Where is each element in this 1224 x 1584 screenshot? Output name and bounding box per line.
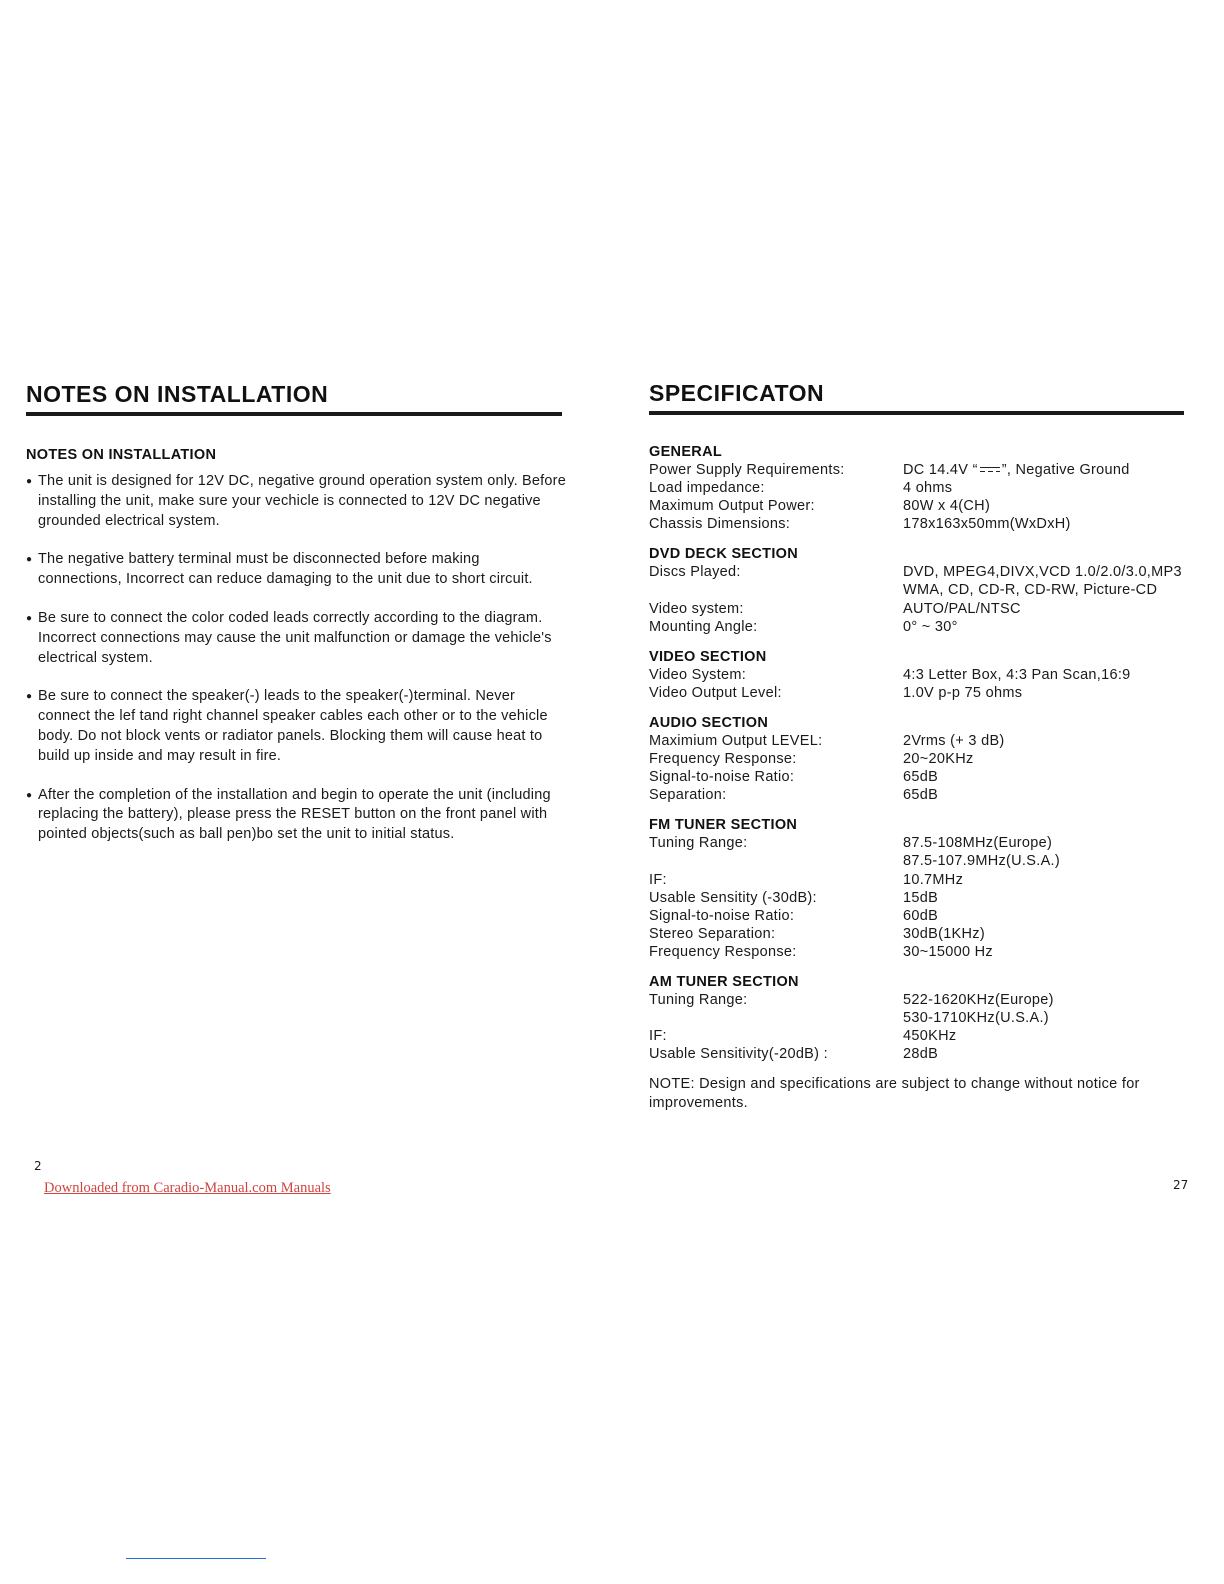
spec-value: 4 ohms xyxy=(903,480,953,497)
spec-value: DVD, MPEG4,DIVX,VCD 1.0/2.0/3.0,MP3 WMA, CD, CD-R, CD-RW, Picture-CD xyxy=(903,564,1182,599)
right-title-rule xyxy=(649,411,1184,415)
spec-label: Power Supply Requirements: xyxy=(649,462,845,478)
spec-row xyxy=(649,666,1194,684)
spec-row xyxy=(649,497,1194,515)
note-item xyxy=(26,687,566,766)
spec-label: IF: xyxy=(649,871,667,888)
left-page-title: NOTES ON INSTALLATION xyxy=(26,381,329,407)
spec-value: 65dB xyxy=(903,769,939,786)
dc-symbol-icon xyxy=(978,465,1002,475)
spec-value: 4:3 Letter Box, 4:3 Pan Scan,16:9 xyxy=(903,666,1131,683)
spec-row xyxy=(649,1027,1194,1045)
bottom-divider xyxy=(126,1558,266,1559)
spec-row xyxy=(649,768,1194,786)
section-title: AUDIO SECTION xyxy=(649,714,769,731)
am-tuner-section xyxy=(649,973,1194,1063)
spec-value: 20~20KHz xyxy=(903,751,974,768)
note-text: Be sure to connect the color coded leads correctly according to the diagram. Incorrect connections may cause the unit malfunction or damage the vehicle's electrical system. xyxy=(38,609,552,666)
spec-value: 522-1620KHz(Europe) 530-1710KHz(U.S.A.) xyxy=(903,991,1054,1027)
am-rows xyxy=(649,991,1194,1063)
spec-row xyxy=(649,479,1194,497)
spec-label: IF: xyxy=(649,1028,667,1045)
general-section xyxy=(649,443,1194,533)
bullet-icon: ● xyxy=(26,554,33,566)
general-rows xyxy=(649,479,1194,533)
note-item xyxy=(26,472,566,531)
spec-value: 80W x 4(CH) xyxy=(903,498,991,515)
note-text: Be sure to connect the speaker(-) leads to the speaker(-)terminal. Never connect the lef tand right channel speaker cables each other or to the vehicle body. Do not block vents or radiator panels. Blocking them will cause heat to build up inside and may result in fire. xyxy=(38,688,548,764)
spec-row xyxy=(649,461,1194,479)
spec-row xyxy=(649,684,1194,702)
spec-value: 178x163x50mm(WxDxH) xyxy=(903,516,1071,533)
spec-value: 10.7MHz xyxy=(903,871,964,888)
spec-row xyxy=(649,732,1194,750)
spec-value: 60dB xyxy=(903,907,939,924)
note-item xyxy=(26,550,566,590)
spec-label: Discs Played: xyxy=(649,564,741,581)
spec-row xyxy=(649,889,1194,907)
spec-row xyxy=(649,925,1194,943)
spec-label: Signal-to-noise Ratio: xyxy=(649,769,795,786)
video-rows xyxy=(649,666,1194,702)
power-prefix: DC 14.4V “ xyxy=(903,462,978,478)
spec-value xyxy=(903,461,1194,479)
spec-row xyxy=(649,750,1194,768)
video-section xyxy=(649,648,1194,702)
left-page-number: 2 xyxy=(34,1159,42,1173)
section-title: DVD DECK SECTION xyxy=(649,546,799,563)
right-page-title: SPECIFICATON xyxy=(649,380,825,406)
spec-value: 450KHz xyxy=(903,1028,957,1045)
left-title-rule xyxy=(26,412,562,416)
fm-tuner-section xyxy=(649,816,1194,961)
right-page-number: 27 xyxy=(1173,1178,1189,1192)
note-item xyxy=(26,609,566,668)
spec-row xyxy=(649,991,1194,1027)
spec-row xyxy=(649,871,1194,889)
spec-label: Load impedance: xyxy=(649,480,765,497)
fm-rows xyxy=(649,834,1194,961)
spec-value: 0° ~ 30° xyxy=(903,618,958,635)
spec-row xyxy=(649,1045,1194,1063)
dvd-rows xyxy=(649,563,1194,635)
spec-value: 15dB xyxy=(903,889,939,906)
spec-label: Video Output Level: xyxy=(649,684,782,701)
spec-value: AUTO/PAL/NTSC xyxy=(903,600,1021,617)
audio-rows xyxy=(649,732,1194,804)
spec-label: Video system: xyxy=(649,600,744,617)
spec-change-note: NOTE: Design and specifications are subject to change without notice for improvements. xyxy=(649,1076,1140,1111)
spec-label: Tuning Range: xyxy=(649,991,748,1008)
spec-row xyxy=(649,563,1194,599)
spec-label: Signal-to-noise Ratio: xyxy=(649,907,795,924)
spec-row xyxy=(649,907,1194,925)
spec-value: 30dB(1KHz) xyxy=(903,925,985,942)
bullet-icon: ● xyxy=(26,476,33,487)
spec-value: 30~15000 Hz xyxy=(903,943,993,960)
spec-label: Frequency Response: xyxy=(649,943,797,960)
spec-label: Mounting Angle: xyxy=(649,618,758,635)
spec-row xyxy=(649,943,1194,961)
spec-label: Tuning Range: xyxy=(649,835,748,852)
audio-section xyxy=(649,714,1194,804)
spec-label: Maximum Output Power: xyxy=(649,498,815,515)
spec-label: Chassis Dimensions: xyxy=(649,516,791,533)
section-title: AM TUNER SECTION xyxy=(649,973,799,990)
spec-value: 28dB xyxy=(903,1046,939,1063)
download-source-link[interactable]: Downloaded from Caradio-Manual.com Manuals xyxy=(44,1180,331,1196)
dvd-deck-section xyxy=(649,545,1194,635)
spec-row xyxy=(649,618,1194,636)
note-text: The negative battery terminal must be disconnected before making connections, Incorrect can reduce damaging to the unit due to short circuit. xyxy=(38,551,533,588)
spec-label: Maximium Output LEVEL: xyxy=(649,732,823,749)
spec-row xyxy=(649,786,1194,804)
section-title: FM TUNER SECTION xyxy=(649,817,798,834)
notes-subtitle: NOTES ON INSTALLATION xyxy=(26,447,217,463)
bullet-icon: ● xyxy=(26,789,33,801)
spec-label: Stereo Separation: xyxy=(649,925,776,942)
power-suffix: ”, Negative Ground xyxy=(1001,462,1130,478)
spec-label: Usable Sensitivity(-20dB) : xyxy=(649,1046,828,1063)
installation-notes-list xyxy=(26,472,566,864)
bullet-icon: ● xyxy=(26,612,33,624)
spec-value: 1.0V p-p 75 ohms xyxy=(903,684,1023,701)
spec-row xyxy=(649,834,1194,870)
spec-label: Usable Sensitity (-30dB): xyxy=(649,889,817,906)
specification-list xyxy=(649,443,1194,1112)
section-title: VIDEO SECTION xyxy=(649,648,767,665)
spec-value: 65dB xyxy=(903,787,939,804)
spec-label: Frequency Response: xyxy=(649,751,797,768)
spec-value: 2Vrms (+ 3 dB) xyxy=(903,732,1005,749)
bullet-icon: ● xyxy=(26,691,33,703)
note-text: After the completion of the installation and begin to operate the unit (including replacing the battery), please press the RESET button on the front panel with pointed objects(such as ball pen)bo set the unit to initial status. xyxy=(38,786,551,843)
spec-value: 87.5-108MHz(Europe) 87.5-107.9MHz(U.S.A.) xyxy=(903,835,1060,870)
section-title: GENERAL xyxy=(649,444,722,460)
spec-label: Video System: xyxy=(649,666,747,683)
note-item xyxy=(26,786,566,845)
spec-row xyxy=(649,515,1194,533)
spec-label: Separation: xyxy=(649,787,727,804)
spec-row xyxy=(649,600,1194,618)
note-text: The unit is designed for 12V DC, negative ground operation system only. Before installing the unit, make sure your vechicle is connected to 12V DC negative grounded electrical system. xyxy=(38,473,566,529)
